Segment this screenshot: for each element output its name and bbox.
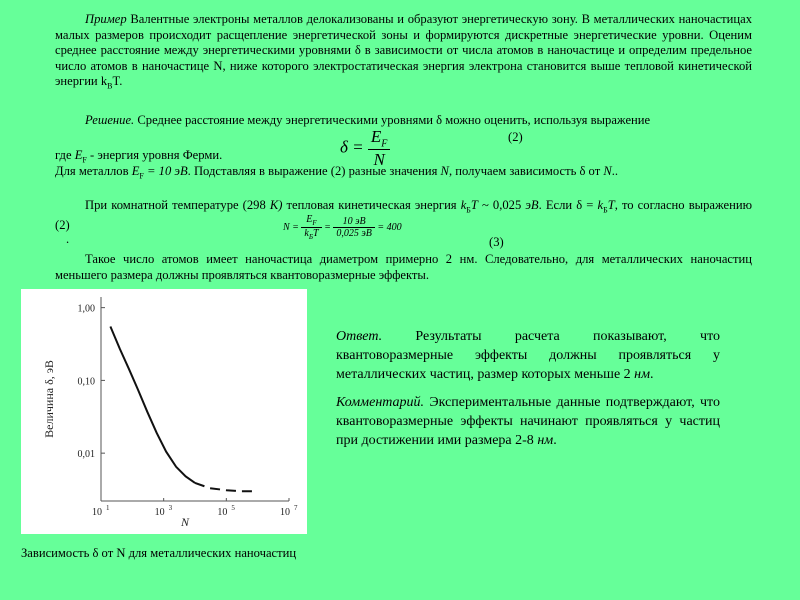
room-temp-text1: При комнатной температуре (298 [85, 198, 270, 212]
y-tick-label: 0,10 [77, 376, 95, 388]
solution-label: Решение. [85, 113, 135, 127]
comment-paragraph [336, 393, 720, 450]
example-label: Пример [85, 12, 127, 26]
eq2-num: E [370, 127, 382, 146]
room-temp-kbt: k [460, 198, 467, 212]
equation-3: N = $\frac{E_F}{k_БT}$ = $\frac{10 эВ}{0,025 эВ}$ = 400 [283, 214, 402, 241]
where-symbol: E [74, 148, 83, 162]
eq3-num1: E [306, 214, 313, 225]
where-suffix: - энергия уровня Ферми. [86, 148, 223, 162]
example-tail: T. [112, 74, 123, 88]
solution-line [85, 113, 650, 128]
x-tick-label: 10 [280, 507, 290, 518]
answer-unit: нм [634, 367, 651, 382]
comment-end: . [553, 433, 557, 448]
answer-label: Ответ. [336, 329, 383, 344]
room-temp-kbt2: k [597, 198, 604, 212]
eq2-number: (2) [508, 130, 523, 144]
x-tick-exponent: 1 [106, 504, 110, 512]
metals-sub: F [139, 171, 144, 181]
room-temp-approx: ~ 0,025 [477, 198, 526, 212]
kb-subscript: B [107, 81, 113, 91]
y-axis-label: Величина δ, эВ [42, 360, 56, 438]
comment-unit: нм [537, 433, 554, 448]
eq3-result: = 400 [377, 221, 402, 233]
eq3-den2: 0,025 эВ [336, 228, 372, 239]
eq2-den: N [373, 150, 385, 170]
metals-line [55, 164, 618, 184]
eq3-frac2 [333, 216, 375, 239]
room-temp-kunit: К) [269, 198, 283, 212]
room-temp-kbt2-sub: Б [603, 205, 608, 215]
room-temp-paragraph [55, 198, 752, 234]
x-tick-label: 10 [217, 507, 228, 518]
eq2-lhs: δ = [340, 137, 364, 157]
where-sub: F [82, 155, 87, 165]
solid-curve [110, 327, 195, 483]
answer-paragraph [336, 327, 720, 384]
example-text: Валентные электроны металлов делокализованы и образуют энергетическую зону. В металлических наночастицах малых размеров происходит расщепление энергетической зоны и формируются дискретные энергетические уровни. Оценим среднее расстояние между энергетическими уровнями δ в зависимости от числа атомов в наночастице и определим предельное число атомов в наночастице N, ниже которого электростатическая энергия электрона становится выше тепловой кинетической энергии k [55, 12, 752, 88]
answer-end: . [650, 367, 654, 382]
x-tick-exponent: 7 [294, 504, 298, 512]
room-temp-kbt-sub: Б [466, 205, 471, 215]
eq3-lhs: N = [283, 221, 299, 233]
solution-text: Среднее расстояние между энергетическими уровнями δ можно оценить, используя выражение [134, 113, 651, 127]
answer-text: Результаты расчета показывают, что квантоворазмерные эффекты должны проявляться у металлических частиц, размер которых меньше 2 [336, 329, 720, 382]
eq3-num1-sub: F [312, 219, 317, 227]
room-temp-kbt-t: T [470, 198, 478, 212]
where-prefix: где [55, 148, 75, 162]
chart-panel [21, 289, 307, 534]
room-temp-kbt2-t: T [607, 198, 615, 212]
room-temp-text3: . Если δ = [538, 198, 598, 212]
comment-label: Комментарий. [336, 395, 425, 410]
metals-n: N [440, 164, 449, 178]
eq3-number: (3) [489, 235, 504, 249]
x-tick-label: 10 [154, 507, 165, 518]
metals-end: .. [611, 164, 619, 178]
x-tick-exponent: 5 [231, 504, 235, 512]
example-paragraph [55, 12, 752, 94]
room-temp-text2: тепловая кинетическая энергия [282, 198, 461, 212]
x-axis-label: N [180, 515, 190, 529]
metals-middle: . Подставляя в выражение (2) разные значения [187, 164, 441, 178]
dashed-curve [195, 483, 258, 491]
chart-caption: Зависимость δ от N для металлических наночастиц [21, 546, 297, 560]
eq3-frac1 [301, 214, 321, 241]
y-tick-label: 0,01 [77, 449, 95, 461]
x-tick-exponent: 3 [168, 504, 173, 512]
delta-vs-n-chart [21, 289, 307, 534]
eq3-den1-sub: Б [308, 233, 314, 241]
eq3-num2: 10 эВ [333, 216, 375, 228]
conclusion-text: Такое число атомов имеет наночастица диаметром примерно 2 нм. Следовательно, для металлических наночастиц меньшего размера должны проявляться квантоворазмерные эффекты. [55, 252, 752, 282]
y-tick-label: 1,00 [77, 303, 95, 315]
metals-prefix: Для металлов [55, 164, 132, 178]
metals-symbol: E [131, 164, 140, 178]
room-temp-text4: , то согласно выражению (2) [55, 198, 752, 233]
dot-line: . [66, 232, 70, 246]
conclusion-paragraph [55, 252, 752, 283]
metals-value: = 10 эВ [143, 164, 188, 178]
x-tick-label: 10 [92, 507, 102, 518]
comment-text: Экспериментальные данные подтверждают, что квантоворазмерные эффекты начинают проявляться у частиц при достижении ими размера 2-8 [336, 395, 720, 448]
metals-n2: N [603, 164, 612, 178]
metals-tail: , получаем зависимость δ от [448, 164, 604, 178]
room-temp-ev: эВ [525, 198, 539, 212]
eq2-num-sub: F [381, 138, 388, 150]
eq3-den1: k [304, 228, 309, 239]
eq3-den1-t: T [313, 228, 319, 239]
